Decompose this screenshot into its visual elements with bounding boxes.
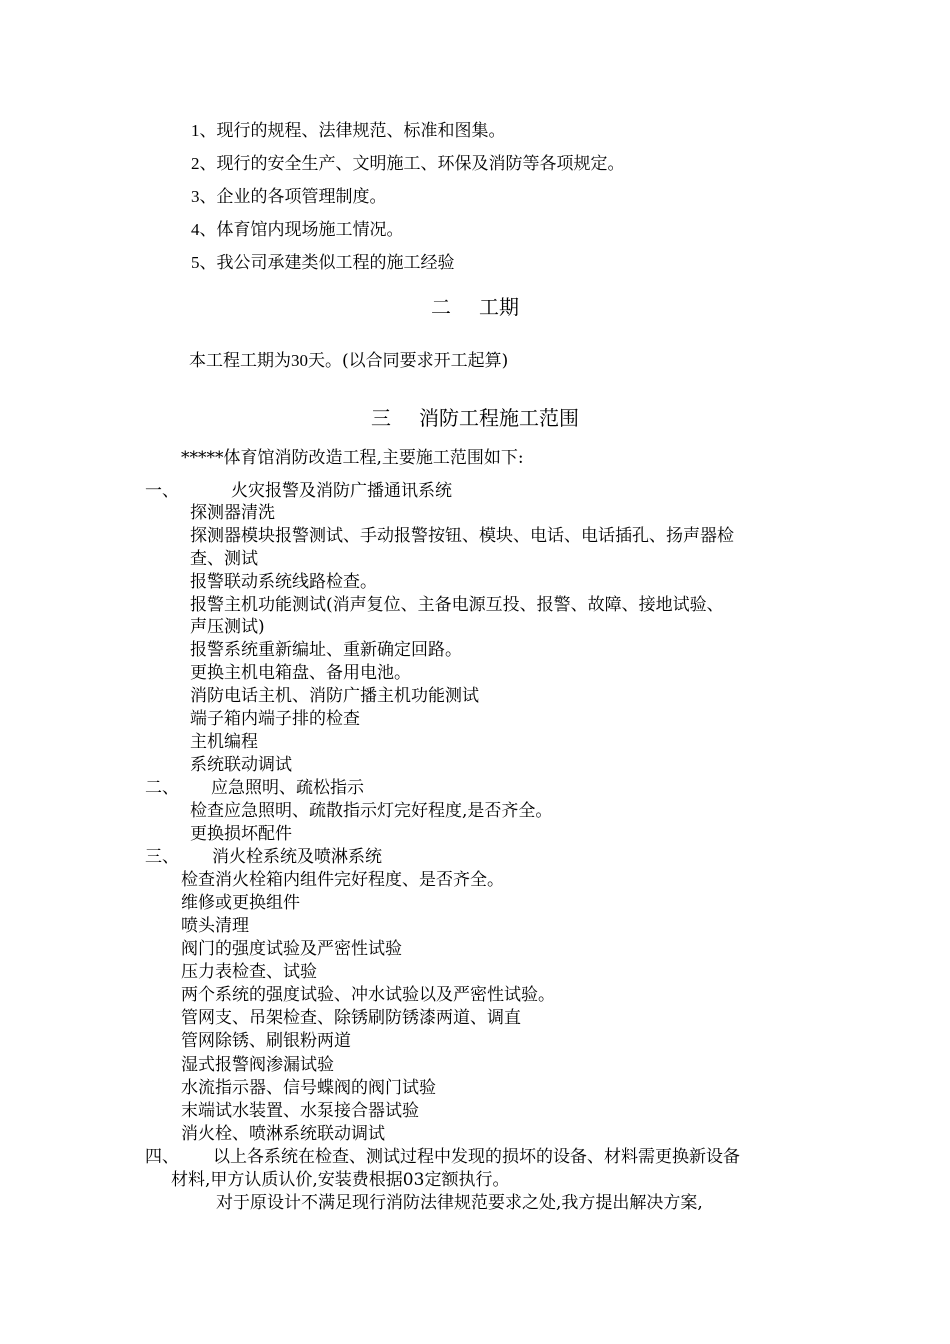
basis-item: [191, 248, 455, 273]
basis-text: 、企业的各项管理制度。: [199, 187, 387, 207]
subsection-text: 以上各系统在检查、测试过程中发现的损坏的设备、材料需更换新设备: [213, 1147, 740, 1167]
basis-number: 3: [191, 187, 200, 206]
list-item-continuation: 查、测试: [190, 549, 258, 569]
duration-days: 30: [291, 351, 308, 370]
subsection-marker: 一、: [145, 481, 179, 501]
basis-text: 、现行的安全生产、文明施工、环保及消防等各项规定。: [199, 154, 625, 174]
subsection-title: 应急照明、疏松指示: [211, 778, 364, 798]
subsection-heading: [145, 842, 382, 867]
basis-text: 、我公司承建类似工程的施工经验: [199, 253, 455, 273]
basis-item: [191, 149, 625, 174]
basis-number: 4: [191, 220, 200, 239]
subsection-title: 消火栓系统及喷淋系统: [212, 847, 382, 867]
basis-number: 5: [191, 253, 200, 272]
section-title: 工期: [479, 295, 519, 319]
basis-number: 2: [191, 154, 200, 173]
subsection-marker: 三、: [145, 847, 179, 867]
section-title: 消防工程施工范围: [419, 406, 579, 430]
list-item-continuation: 声压测试): [190, 617, 265, 637]
basis-item: [191, 116, 506, 141]
basis-item: [191, 215, 404, 240]
scope-intro: *****体育馆消防改造工程,主要施工范围如下:: [181, 448, 524, 468]
section-number: 二: [431, 295, 451, 319]
basis-text: 、体育馆内现场施工情况。: [199, 220, 404, 240]
basis-number: 1: [191, 121, 200, 140]
section-number: 三: [371, 406, 391, 430]
document-page: 1、现行的规程、法律规范、标准和图集。 2、现行的安全生产、文明施工、环保及消防等各项规定。 3、企业的各项管理制度。 4、体育馆内现场施工情况。 5、我公司承建类似工程的施工经验 二 工期 本工程工期为30天。(以合同要求开工起算) 三 消防工程施工范围 *****体育馆消防改造工程,主要施工范围如下: 一、 火灾报警及消防广播通讯系统 探测器清洗 探测器模块报警测试、手动报警按钮、模块、电话、电话插孔、扬声器检 查、测试 报警联动系统线路检查。 报警主机功能测试(消声复位、主备电源互投、报警、故障、接地试验、 声压测试) 报警系统重新编址、重新确定回路。 更换主机电箱盘、备用电池。 消防电话主机、消防广播主机功能测试 端子箱内端子排的检查 主机编程 系统联动调试 二、 应急照明、疏松指示 检查应急照明、疏散指示灯完好程度,是否齐全。 更换损坏配件 三、 消火栓系统及喷淋系统 检查消火栓箱内组件完好程度、是否齐全。 维修或更换组件 喷头清理 阀门的强度试验及严密性试验 压力表检查、试验 两个系统的强度试验、冲水试验以及严密性试验。 管网支、吊架检查、除锈刷防锈漆两道、调直 管网除锈、刷银粉两道 湿式报警阀渗漏试验 水流指示器、信号蝶阀的阀门试验 末端试水装置、水泵接合器试验 消火栓、喷淋系统联动调试 四、 以上各系统在检查、测试过程中发现的损坏的设备、材料需更换新设备 材料,甲方认质认价,安装费根据03定额执行。 对于原设计不满足现行消防法律规范要求之处,我方提出解决方案,: [0, 0, 950, 1344]
closing-paragraph: 对于原设计不满足现行消防法律规范要求之处,我方提出解决方案,: [216, 1193, 703, 1213]
section-heading-duration: [0, 291, 950, 320]
section-heading-scope: [0, 402, 950, 431]
subsection-heading: [145, 1142, 740, 1167]
subsection-title: 火灾报警及消防广播通讯系统: [231, 481, 452, 501]
subsection-marker: 四、: [145, 1147, 179, 1167]
duration-paragraph: 本工程工期为30天。(以合同要求开工起算): [189, 351, 509, 371]
subsection-heading: [145, 773, 364, 798]
subsection-marker: 二、: [145, 778, 179, 798]
basis-item: [191, 182, 387, 207]
basis-text: 、现行的规程、法律规范、标准和图集。: [199, 121, 506, 141]
subsection-text-continuation: 材料,甲方认质认价,安装费根据03定额执行。: [171, 1170, 510, 1190]
